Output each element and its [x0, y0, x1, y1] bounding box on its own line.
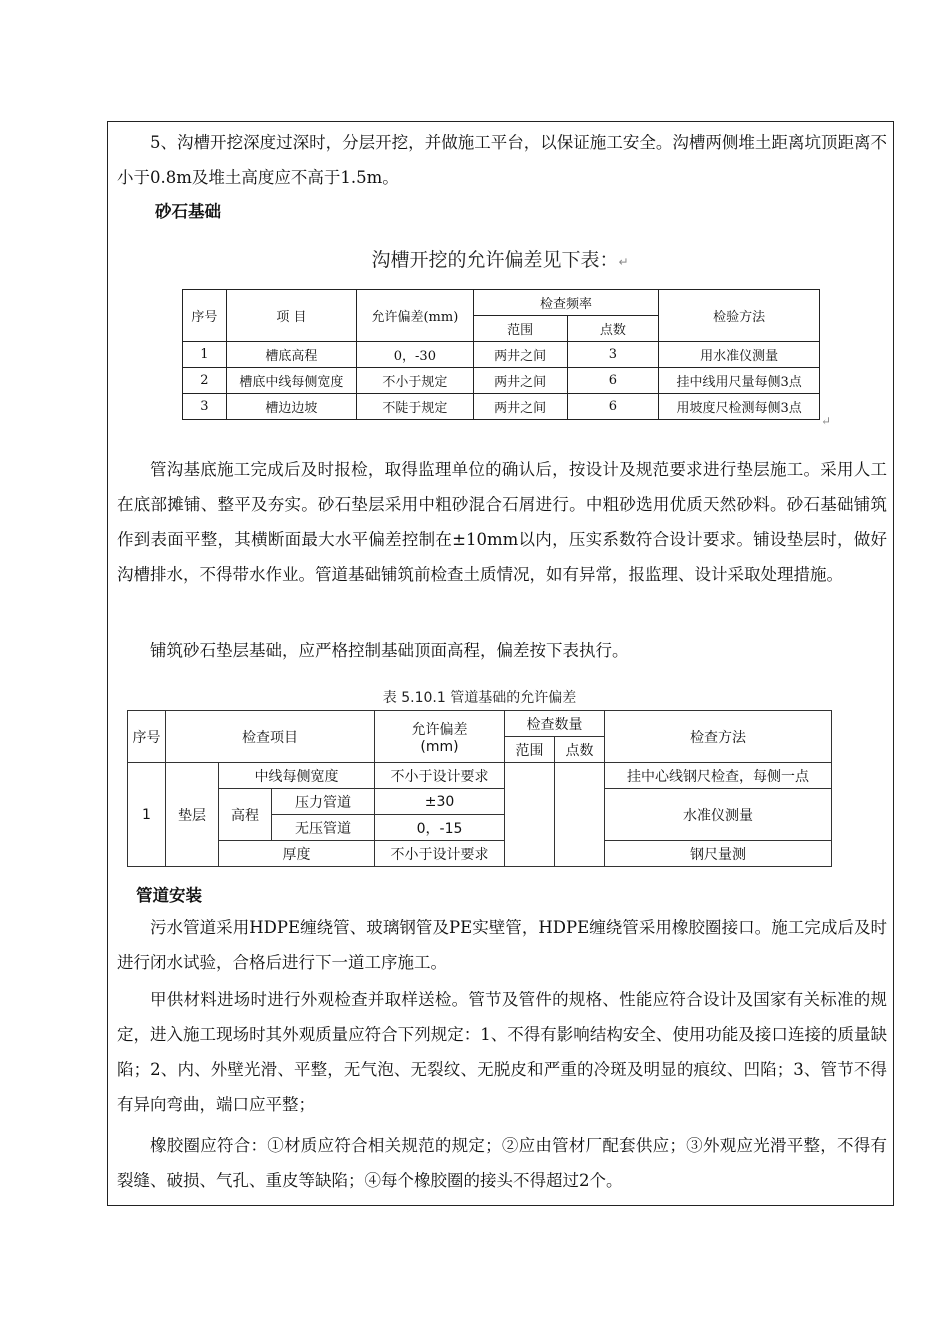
t2-cell-points: [555, 763, 605, 867]
t2-header-item: 检查项目: [166, 711, 375, 763]
table1-caption: [180, 245, 820, 272]
t2-header-tolerance: [375, 711, 505, 763]
t1-header-frequency: 检查频率: [473, 290, 658, 316]
t1-header-tolerance: 允许偏差(mm): [356, 290, 473, 342]
table2-caption: 表 5.10.1 管道基础的允许偏差: [382, 690, 577, 706]
t2-cell-method: 水准仪测量: [605, 789, 832, 841]
t1-header-item: 项 目: [226, 290, 356, 342]
return-mark-icon: ↵: [821, 414, 832, 428]
t2-cell-item: 无压管道: [272, 815, 375, 841]
t1-cell-item: 槽底高程: [226, 342, 356, 368]
table-row: [128, 841, 832, 867]
t1-cell-no: 2: [183, 368, 227, 394]
paragraph-trench-depth: 5、沟槽开挖深度过深时，分层开挖，并做施工平台，以保证施工安全。沟槽两侧堆土距离坑顶距离不小于0.8m及堆土高度应不高于1.5m。: [117, 133, 887, 187]
t1-cell-no: 1: [183, 342, 227, 368]
t2-cell-range: [505, 763, 555, 867]
t1-cell-no: 3: [183, 394, 227, 420]
t2-cell-item: 中线每侧宽度: [219, 763, 375, 789]
t1-cell-points: 3: [567, 342, 659, 368]
table-row: [183, 368, 820, 394]
t2-header-tolerance-unit: (mm): [420, 738, 459, 755]
t2-cell-group: 垫层: [166, 763, 219, 867]
t1-cell-item: 槽底中线每侧宽度: [226, 368, 356, 394]
table-row: [183, 394, 820, 420]
t2-cell-item: 厚度: [219, 841, 375, 867]
t1-cell-range: 两井之间: [473, 394, 567, 420]
paragraph-material-inspection: 甲供材料进场时进行外观检查并取样送检。管节及管件的规格、性能应符合设计及国家有关标准的规定，进入施工现场时其外观质量应符合下列规定：1、不得有影响结构安全、使用功能及接口连接的质量缺陷；2、内、外壁光滑、平整，无气泡、无裂纹、无脱皮和严重的冷斑及明显的痕纹、凹陷；3、管节不得有异向弯曲，端口应平整；: [117, 990, 887, 1114]
t2-cell-method: 钢尺量测: [605, 841, 832, 867]
t1-header-no: 序号: [183, 290, 227, 342]
t2-cell-elevation: 高程: [219, 789, 272, 841]
paragraph-rubber-ring: 橡胶圈应符合：①材质应符合相关规范的规定；②应由管材厂配套供应；③外观应光滑平整，不得有裂缝、破损、气孔、重皮等缺陷；④每个橡胶圈的接头不得超过2个。: [117, 1136, 887, 1190]
t1-header-method: 检验方法: [659, 290, 820, 342]
t1-cell-points: 6: [567, 394, 659, 420]
t2-header-no: 序号: [128, 711, 166, 763]
t2-header-tolerance-label: 允许偏差: [411, 721, 468, 738]
t1-cell-method: 用水准仪测量: [659, 342, 820, 368]
t1-cell-range: 两井之间: [473, 368, 567, 394]
table-row: [128, 763, 832, 789]
t1-cell-tolerance: 0，-30: [356, 342, 473, 368]
t1-cell-method: 用坡度尺检测每侧3点: [659, 394, 820, 420]
table-row: [183, 342, 820, 368]
trench-tolerance-table: [182, 289, 820, 420]
t2-header-method: 检查方法: [605, 711, 832, 763]
table-row: [128, 789, 832, 815]
t1-header-points: 点数: [567, 316, 659, 342]
t1-cell-tolerance: 不陡于规定: [356, 394, 473, 420]
t1-cell-tolerance: 不小于规定: [356, 368, 473, 394]
paragraph-gravel-cushion: 铺筑砂石垫层基础，应严格控制基础顶面高程，偏差按下表执行。: [150, 641, 629, 660]
t1-cell-range: 两井之间: [473, 342, 567, 368]
t2-cell-method: 挂中心线钢尺检查，每侧一点: [605, 763, 832, 789]
t2-cell-item: 压力管道: [272, 789, 375, 815]
return-mark-icon: ↵: [618, 255, 629, 269]
t1-header-range: 范围: [473, 316, 567, 342]
t1-cell-item: 槽边边坡: [226, 394, 356, 420]
t1-cell-method: 挂中线用尺量每侧3点: [659, 368, 820, 394]
t2-cell-tolerance: 不小于设计要求: [375, 763, 505, 789]
heading-gravel-foundation: 砂石基础: [155, 202, 221, 221]
t2-cell-tolerance: 0，-15: [375, 815, 505, 841]
t2-header-points: 点数: [555, 737, 605, 763]
t2-header-range: 范围: [505, 737, 555, 763]
foundation-tolerance-table: [127, 710, 832, 867]
table1-caption-text: 沟槽开挖的允许偏差见下表：: [371, 249, 619, 271]
t2-cell-tolerance: 不小于设计要求: [375, 841, 505, 867]
paragraph-base-construction: 管沟基底施工完成后及时报检，取得监理单位的确认后，按设计及规范要求进行垫层施工。采用人工在底部摊铺、整平及夯实。砂石垫层采用中粗砂混合石屑进行。中粗砂选用优质天然砂料。砂石基础铺筑作到表面平整，其横断面最大水平偏差控制在±10mm以内，压实系数符合设计要求。铺设垫层时，做好沟槽排水，不得带水作业。管道基础铺筑前检查土质情况，如有异常，报监理、设计采取处理措施。: [117, 460, 887, 584]
t2-header-quantity: 检查数量: [505, 711, 605, 737]
t2-cell-no: 1: [128, 763, 166, 867]
t2-cell-tolerance: ±30: [375, 789, 505, 815]
paragraph-pipe-materials: 污水管道采用HDPE缠绕管、玻璃钢管及PE实壁管，HDPE缠绕管采用橡胶圈接口。施工完成后及时进行闭水试验，合格后进行下一道工序施工。: [117, 918, 887, 972]
t1-cell-points: 6: [567, 368, 659, 394]
heading-pipe-installation: 管道安装: [136, 886, 202, 905]
